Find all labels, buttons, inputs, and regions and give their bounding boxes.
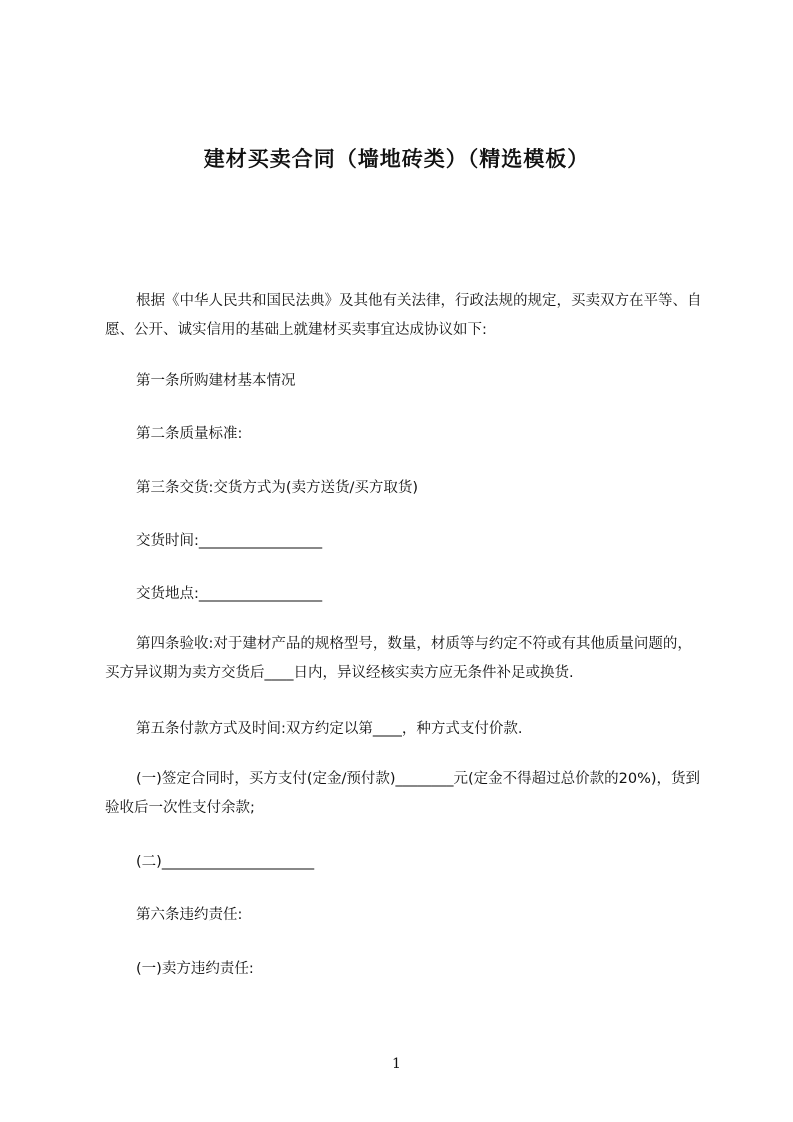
article-1: 第一条所购建材基本情况 <box>136 373 296 389</box>
payment-option-2: (二)_____________________ <box>136 854 315 870</box>
seller-breach: (一)卖方违约责任: <box>136 961 254 977</box>
article-3: 第三条交货:交货方式为(卖方送货/买方取货) <box>136 480 419 496</box>
delivery-place: 交货地点:_________________ <box>136 586 323 602</box>
page-number: 1 <box>392 1056 401 1072</box>
delivery-time: 交货时间:_________________ <box>136 533 323 549</box>
article-6: 第六条违约责任: <box>136 907 243 923</box>
article-4: 第四条验收:对于建材产品的规格型号，数量，材质等与约定不符或有其他质量问题的，买方异议期为卖方交货后____日内，异议经核实卖方应无条件补足或换货. <box>105 636 692 681</box>
payment-option-1: (一)签定合同时，买方支付(定金/预付款)________元(定金不得超过总价款的20%)，货到验收后一次性支付余款; <box>105 771 701 816</box>
article-2: 第二条质量标准: <box>136 426 243 442</box>
article-5: 第五条付款方式及时间:双方约定以第____，种方式支付价款. <box>136 721 523 737</box>
document-title: 建材买卖合同（墙地砖类）（精选模板） <box>203 147 590 171</box>
intro-paragraph: 根据《中华人民共和国民法典》及其他有关法律，行政法规的规定，买卖双方在平等、自愿、公开、诚实信用的基础上就建材买卖事宜达成协议如下: <box>105 293 702 338</box>
